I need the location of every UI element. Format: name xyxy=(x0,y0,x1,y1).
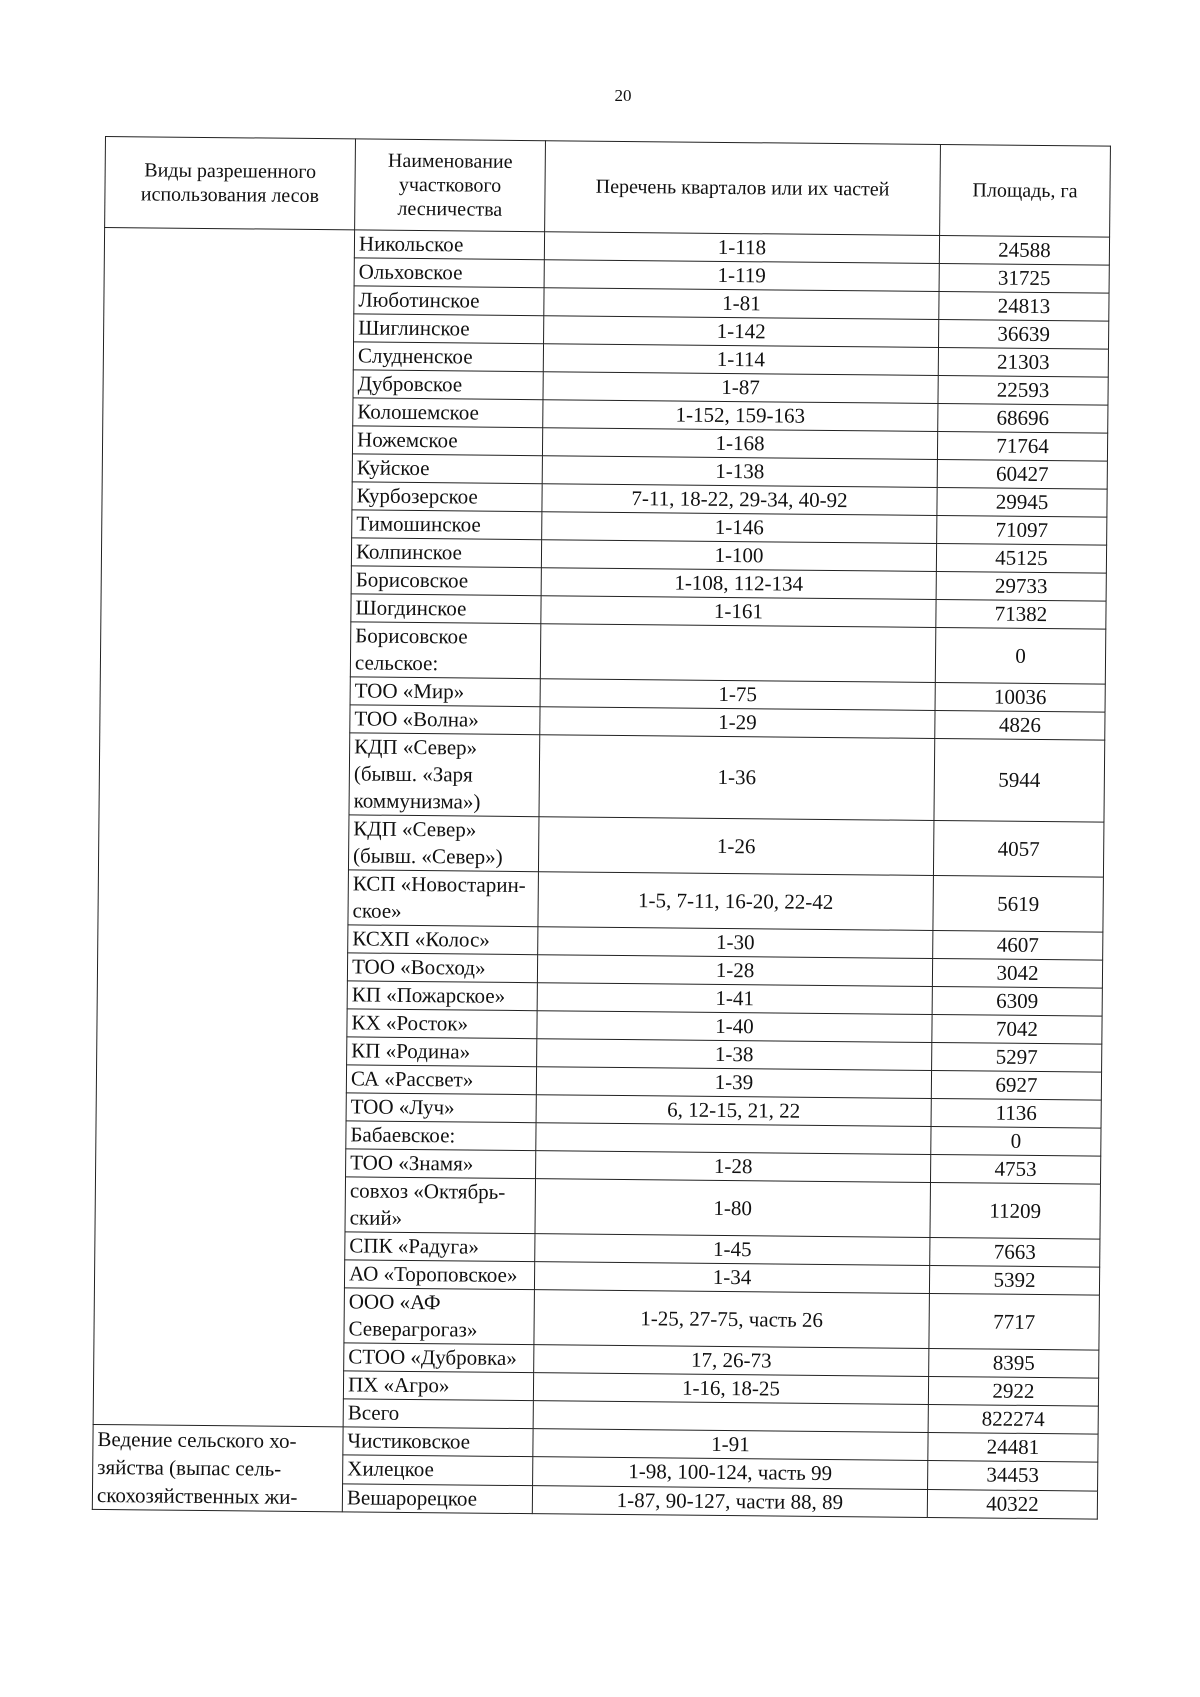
forestry-name-cell: СПК «Радуга» xyxy=(345,1232,535,1262)
area-cell: 6309 xyxy=(932,986,1102,1016)
area-cell: 60427 xyxy=(937,460,1107,490)
forestry-name-cell: Вешарорецкое xyxy=(342,1483,532,1513)
quarters-cell: 1-25, 27-75, часть 26 xyxy=(534,1290,930,1349)
forestry-name-cell: Шиглинское xyxy=(354,314,544,344)
header-forestry: Наименование участкового лесничества xyxy=(355,139,546,232)
forestry-name-cell: Куйское xyxy=(352,454,542,484)
forestry-name-cell: Никольское xyxy=(354,230,544,260)
forestry-name-cell: совхоз «Октябрь-ский» xyxy=(345,1177,536,1234)
forestry-name-cell: Ольховское xyxy=(354,258,544,288)
area-cell: 68696 xyxy=(938,404,1108,434)
quarters-cell: 1-80 xyxy=(535,1179,931,1238)
quarters-cell: 1-98, 100-124, часть 99 xyxy=(533,1457,928,1489)
quarters-cell: 1-40 xyxy=(537,1011,932,1043)
forestry-name-cell: ТОО «Луч» xyxy=(346,1093,536,1123)
forestry-name-cell: Чистиковское xyxy=(343,1427,533,1457)
quarters-cell: 1-30 xyxy=(538,927,933,959)
area-cell: 2922 xyxy=(928,1376,1098,1406)
quarters-cell: 1-75 xyxy=(540,679,935,711)
quarters-cell: 1-38 xyxy=(537,1039,932,1071)
area-cell: 4057 xyxy=(933,820,1104,877)
quarters-cell: 1-152, 159-163 xyxy=(543,400,938,432)
quarters-cell: 1-119 xyxy=(544,260,939,292)
header-quarters: Перечень кварталов или их частей xyxy=(545,141,941,236)
area-cell: 1136 xyxy=(931,1098,1101,1128)
forestry-name-cell: Всего xyxy=(343,1399,533,1429)
area-cell: 7663 xyxy=(930,1237,1100,1267)
forestry-name-cell: Дубровское xyxy=(353,370,543,400)
forestry-name-cell: СА «Рассвет» xyxy=(346,1065,536,1095)
quarters-cell: 1-108, 112-134 xyxy=(541,568,936,600)
forestry-name-cell: Люботинское xyxy=(354,286,544,316)
quarters-cell: 1-5, 7-11, 16-20, 22-42 xyxy=(538,872,934,931)
forestry-name-cell: КСП «Новостарин-ское» xyxy=(348,870,539,927)
area-cell: 4753 xyxy=(930,1154,1100,1184)
area-cell: 7717 xyxy=(929,1293,1100,1350)
forestry-name-cell: Бабаевское: xyxy=(346,1121,536,1151)
usage-type-cell xyxy=(93,228,354,1427)
quarters-cell: 1-100 xyxy=(541,540,936,572)
area-cell: 6927 xyxy=(931,1070,1101,1100)
area-cell: 7042 xyxy=(932,1014,1102,1044)
area-cell: 5297 xyxy=(932,1042,1102,1072)
page-number: 20 xyxy=(614,86,632,105)
area-cell: 0 xyxy=(931,1126,1101,1156)
header-area: Площадь, га xyxy=(940,145,1111,238)
area-cell: 71382 xyxy=(936,599,1106,629)
quarters-cell: 1-146 xyxy=(542,512,937,544)
forestry-name-cell: СТОО «Дубровка» xyxy=(344,1343,534,1373)
forestry-name-cell: Ножемское xyxy=(352,426,542,456)
area-cell: 24588 xyxy=(939,236,1109,266)
quarters-cell xyxy=(536,1123,931,1155)
area-cell: 5619 xyxy=(933,875,1104,932)
quarters-cell: 1-28 xyxy=(537,955,932,987)
quarters-cell: 1-39 xyxy=(536,1067,931,1099)
quarters-cell: 1-29 xyxy=(540,707,935,739)
quarters-cell xyxy=(540,624,936,683)
area-cell: 21303 xyxy=(938,348,1108,378)
forestry-name-cell: КСХП «Колос» xyxy=(348,925,538,955)
quarters-cell: 1-114 xyxy=(543,344,938,376)
quarters-cell: 1-16, 18-25 xyxy=(533,1373,928,1405)
forestry-name-cell: Борисовское сельское: xyxy=(350,622,541,679)
forestry-name-cell: Колпинское xyxy=(351,538,541,568)
quarters-cell: 1-26 xyxy=(538,817,934,876)
forestry-name-cell: Шогдинское xyxy=(351,594,541,624)
quarters-cell: 6, 12-15, 21, 22 xyxy=(536,1095,931,1127)
area-cell: 34453 xyxy=(928,1461,1098,1491)
quarters-cell xyxy=(533,1401,928,1433)
quarters-cell: 1-36 xyxy=(539,735,935,821)
quarters-cell: 1-41 xyxy=(537,983,932,1015)
forestry-name-cell: ТОО «Знамя» xyxy=(346,1149,536,1179)
forestry-name-cell: ПХ «Агро» xyxy=(343,1371,533,1401)
forestry-name-cell: Тимошинское xyxy=(352,510,542,540)
area-cell: 11209 xyxy=(930,1182,1101,1239)
forestry-name-cell: Хилецкое xyxy=(343,1455,533,1485)
quarters-cell: 1-87 xyxy=(543,372,938,404)
area-cell: 8395 xyxy=(929,1348,1099,1378)
forestry-name-cell: Борисовское xyxy=(351,566,541,596)
header-usage: Виды разрешенного использования лесов xyxy=(105,137,356,230)
area-cell: 5944 xyxy=(934,738,1105,822)
forestry-name-cell: Слудненское xyxy=(353,342,543,372)
quarters-cell: 1-142 xyxy=(544,316,939,348)
area-cell: 45125 xyxy=(936,544,1106,574)
area-cell: 71097 xyxy=(937,516,1107,546)
forestry-name-cell: Курбозерское xyxy=(352,482,542,512)
forestry-name-cell: КДП «Север» (бывш. «Север») xyxy=(348,815,539,872)
quarters-cell: 1-161 xyxy=(541,596,936,628)
table-body-2 xyxy=(92,1424,1098,1519)
area-cell: 822274 xyxy=(928,1404,1098,1434)
quarters-cell: 1-168 xyxy=(542,428,937,460)
area-cell: 29945 xyxy=(937,488,1107,518)
area-cell: 71764 xyxy=(937,432,1107,462)
forestry-name-cell: КХ «Росток» xyxy=(347,1009,537,1039)
area-cell: 24481 xyxy=(928,1432,1098,1462)
forestry-name-cell: ТОО «Восход» xyxy=(347,953,537,983)
forestry-name-cell: Колошемское xyxy=(353,398,543,428)
forestry-name-cell: КП «Пожарское» xyxy=(347,981,537,1011)
quarters-cell: 1-87, 90-127, части 88, 89 xyxy=(532,1485,927,1517)
table-body-1 xyxy=(93,228,1109,1435)
quarters-cell: 1-91 xyxy=(533,1429,928,1461)
quarters-cell: 1-118 xyxy=(544,232,939,264)
area-cell: 31725 xyxy=(939,264,1109,294)
quarters-cell: 1-45 xyxy=(535,1234,930,1266)
area-cell: 10036 xyxy=(935,682,1105,712)
area-cell: 0 xyxy=(935,627,1106,684)
forestry-name-cell: КП «Родина» xyxy=(347,1037,537,1067)
area-cell: 3042 xyxy=(932,958,1102,988)
area-cell: 4607 xyxy=(933,930,1103,960)
quarters-cell: 1-81 xyxy=(544,288,939,320)
quarters-cell: 1-138 xyxy=(542,456,937,488)
area-cell: 22593 xyxy=(938,376,1108,406)
forestry-name-cell: КДП «Север» (бывш. «Заря коммунизма») xyxy=(349,733,540,817)
forestry-name-cell: ТОО «Мир» xyxy=(350,677,540,707)
quarters-cell: 17, 26-73 xyxy=(534,1345,929,1377)
forestry-name-cell: ООО «АФ Северагрогаз» xyxy=(344,1288,535,1345)
area-cell: 24813 xyxy=(939,292,1109,322)
quarters-cell: 1-28 xyxy=(536,1151,931,1183)
area-cell: 29733 xyxy=(936,572,1106,602)
quarters-cell: 7-11, 18-22, 29-34, 40-92 xyxy=(542,484,937,516)
forestry-name-cell: АО «Тороповское» xyxy=(344,1260,534,1290)
table-header-row xyxy=(105,137,1111,238)
area-cell: 4826 xyxy=(935,710,1105,740)
area-cell: 36639 xyxy=(939,320,1109,350)
usage-type-cell: Ведение сельского хо-зяйства (выпас сель-скохозяйственных жи- xyxy=(92,1424,343,1511)
forest-usage-table xyxy=(92,136,1111,1520)
area-cell: 40322 xyxy=(927,1489,1097,1519)
area-cell: 5392 xyxy=(929,1265,1099,1295)
quarters-cell: 1-34 xyxy=(534,1262,929,1294)
forestry-name-cell: ТОО «Волна» xyxy=(350,705,540,735)
